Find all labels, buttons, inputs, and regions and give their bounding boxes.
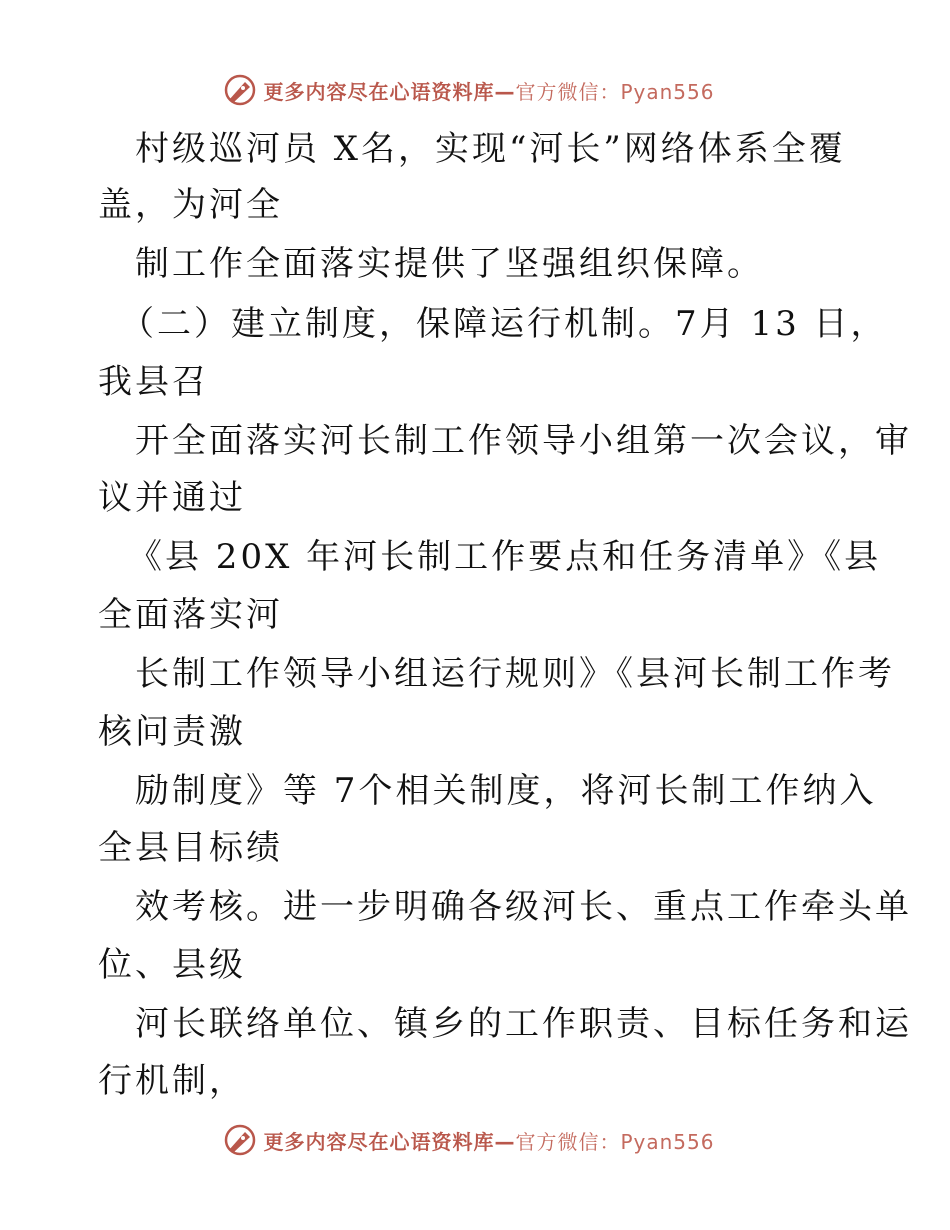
watermark-title: 更多内容尽在心语资料库 — [263, 1129, 495, 1154]
watermark-contact: 官方微信：Pyan556 — [515, 1129, 715, 1154]
watermark-contact: 官方微信：Pyan556 — [515, 79, 715, 104]
body-line: 全县目标绩 — [98, 828, 283, 868]
body-line: 核问责激 — [98, 712, 246, 752]
body-line: 行机制， — [98, 1061, 246, 1101]
body-line: 河长联络单位、镇乡的工作职责、目标任务和运 — [135, 1004, 912, 1044]
body-line: 全面落实河 — [98, 595, 283, 635]
body-line: 《县 20X 年河长制工作要点和任务清单》《县 — [128, 537, 882, 577]
watermark-dash: — — [494, 1129, 516, 1154]
body-line: 位、县级 — [98, 945, 246, 985]
body-line: 励制度》等 7个相关制度，将河长制工作纳入 — [135, 771, 877, 811]
body-line: 制工作全面落实提供了坚强组织保障。 — [135, 244, 764, 284]
pen-nib-circle-icon — [223, 73, 257, 107]
watermark-inner — [223, 73, 714, 107]
body-line: 议并通过 — [98, 478, 246, 518]
watermark-text — [263, 76, 714, 105]
body-line: 开全面落实河长制工作领导小组第一次会议，审 — [135, 421, 912, 461]
watermark-text — [263, 1126, 714, 1155]
body-line: 村级巡河员 X名，实现“河长”网络体系全覆 — [135, 129, 846, 169]
pen-nib-circle-icon — [223, 1123, 257, 1157]
watermark-title: 更多内容尽在心语资料库 — [263, 79, 495, 104]
body-line: 我县召 — [98, 362, 209, 402]
body-line: （二）建立制度，保障运行机制。7月 13 日， — [120, 304, 888, 344]
body-line: 效考核。进一步明确各级河长、重点工作牵头单 — [135, 887, 912, 927]
watermark-dash: — — [494, 79, 516, 104]
watermark-inner — [223, 1123, 714, 1157]
watermark-footer — [0, 1120, 950, 1160]
body-line: 盖，为河全 — [98, 185, 283, 225]
watermark-header — [0, 70, 950, 110]
body-line: 长制工作领导小组运行规则》《县河长制工作考 — [135, 654, 895, 694]
